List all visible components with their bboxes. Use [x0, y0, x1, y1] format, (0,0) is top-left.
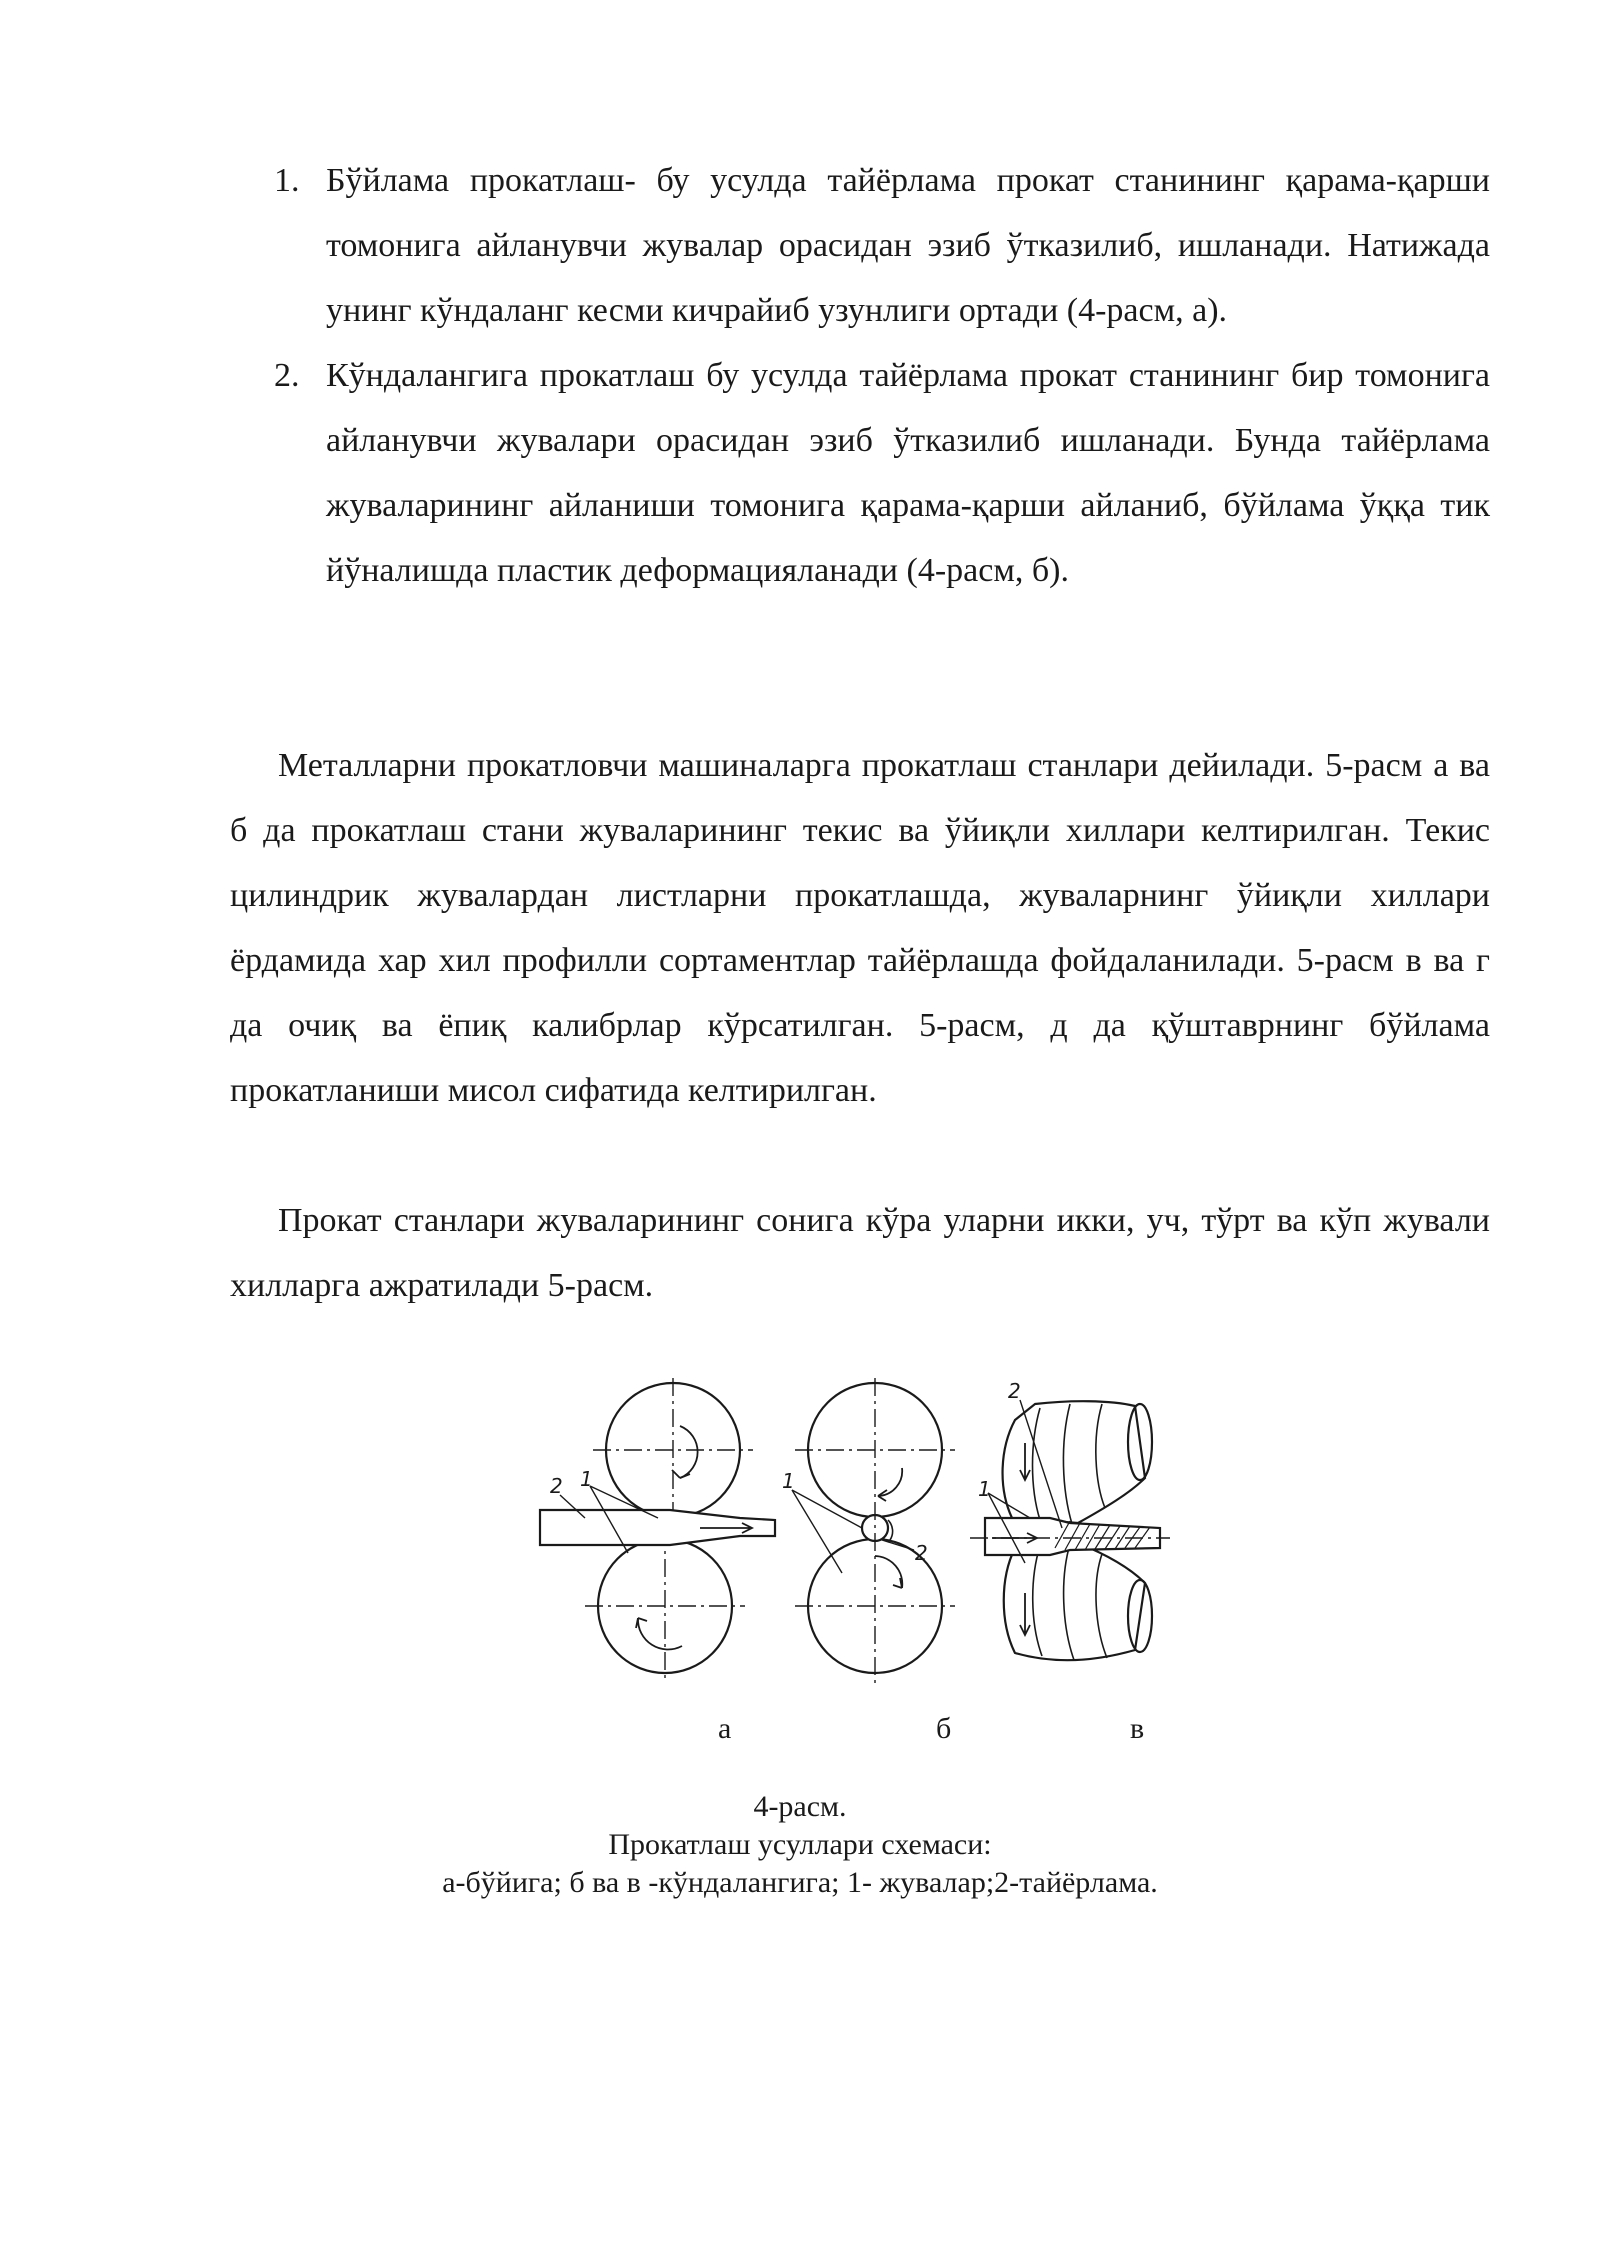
scheme-v-barrel: [970, 1379, 1170, 1660]
rolling-schemes-figure: [530, 1378, 1190, 1708]
figure-number: 4-расм.: [753, 1790, 847, 1823]
rotation-arrow-icon: [878, 1468, 902, 1496]
callout-two: 2: [1008, 1379, 1021, 1403]
callout-one: 1: [782, 1469, 795, 1493]
paragraph: Металларни прокатловчи машиналарга прокатлаш станлари дейилади. 5-расм а ва б да прокатлаш стани жуваларининг текис ва ўйиқли хиллари келтирилган. Текис цилиндрик жувалардан листларни прокатлашда, жуваларнинг ўйиқли хиллари ёрдамида хар хил профилли сортаментлар тайёрлашда фойдаланилади. 5-расм в ва г да очиқ ва ёпиқ калибрлар кўрсатилган. 5-расм, д да қўштаврнинг бўйлама прокатланиши мисол сифатида келтирилган.: [230, 747, 1490, 1109]
list-item-text: Кўндалангига прокатлаш бу усулда тайёрлама прокат станининг бир томонига айланувчи жувалари орасидан эзиб ўтказилиб ишланади. Бунда тайёрлама жуваларининг айланиши томонига қарама-қарши айланиб, бўйлама ўққа тик йўналишда пластик деформацияланади (4-расм, б).: [326, 357, 1490, 589]
paragraph: Прокат станлари жуваларининг сонига кўра уларни икки, уч, тўрт ва кўп жували хилларга ажратилади 5-расм.: [230, 1202, 1490, 1304]
list-item: [230, 148, 1490, 343]
scheme-label-a: а: [718, 1712, 732, 1745]
scheme-b-cross: [782, 1378, 955, 1683]
callout-two: 2: [915, 1541, 928, 1565]
scheme-label-v: в: [1130, 1712, 1145, 1745]
scheme-label-b: б: [936, 1712, 952, 1745]
list-number: 1.: [274, 162, 300, 199]
scheme-a-longitudinal: [540, 1378, 775, 1683]
list-number: 2.: [274, 357, 300, 394]
rotation-arrow-icon: [875, 1556, 902, 1588]
list-item-text: Бўйлама прокатлаш- бу усулда тайёрлама прокат станининг қарама-қарши томонига айланувчи жувалар орасидан эзиб ўтказилиб, ишланади. Натижада унинг кўндаланг кесми кичрайиб узунлиги ортади (4-расм, а).: [326, 162, 1490, 329]
figure-title: Прокатлаш усуллари схемаси:: [608, 1828, 992, 1861]
rotation-arrow-icon: [680, 1426, 698, 1478]
figure-legend: а-бўйига; б ва в -кўндалангига; 1- жувалар;2-тайёрлама.: [442, 1866, 1158, 1899]
list-item: [230, 343, 1490, 603]
callout-one: 1: [978, 1477, 991, 1501]
rotation-arrow-icon: [638, 1618, 682, 1649]
callout-one: 1: [580, 1467, 593, 1491]
callout-two: 2: [550, 1474, 563, 1498]
methods-list: [230, 148, 1490, 603]
upper-roll: [1003, 1401, 1145, 1523]
